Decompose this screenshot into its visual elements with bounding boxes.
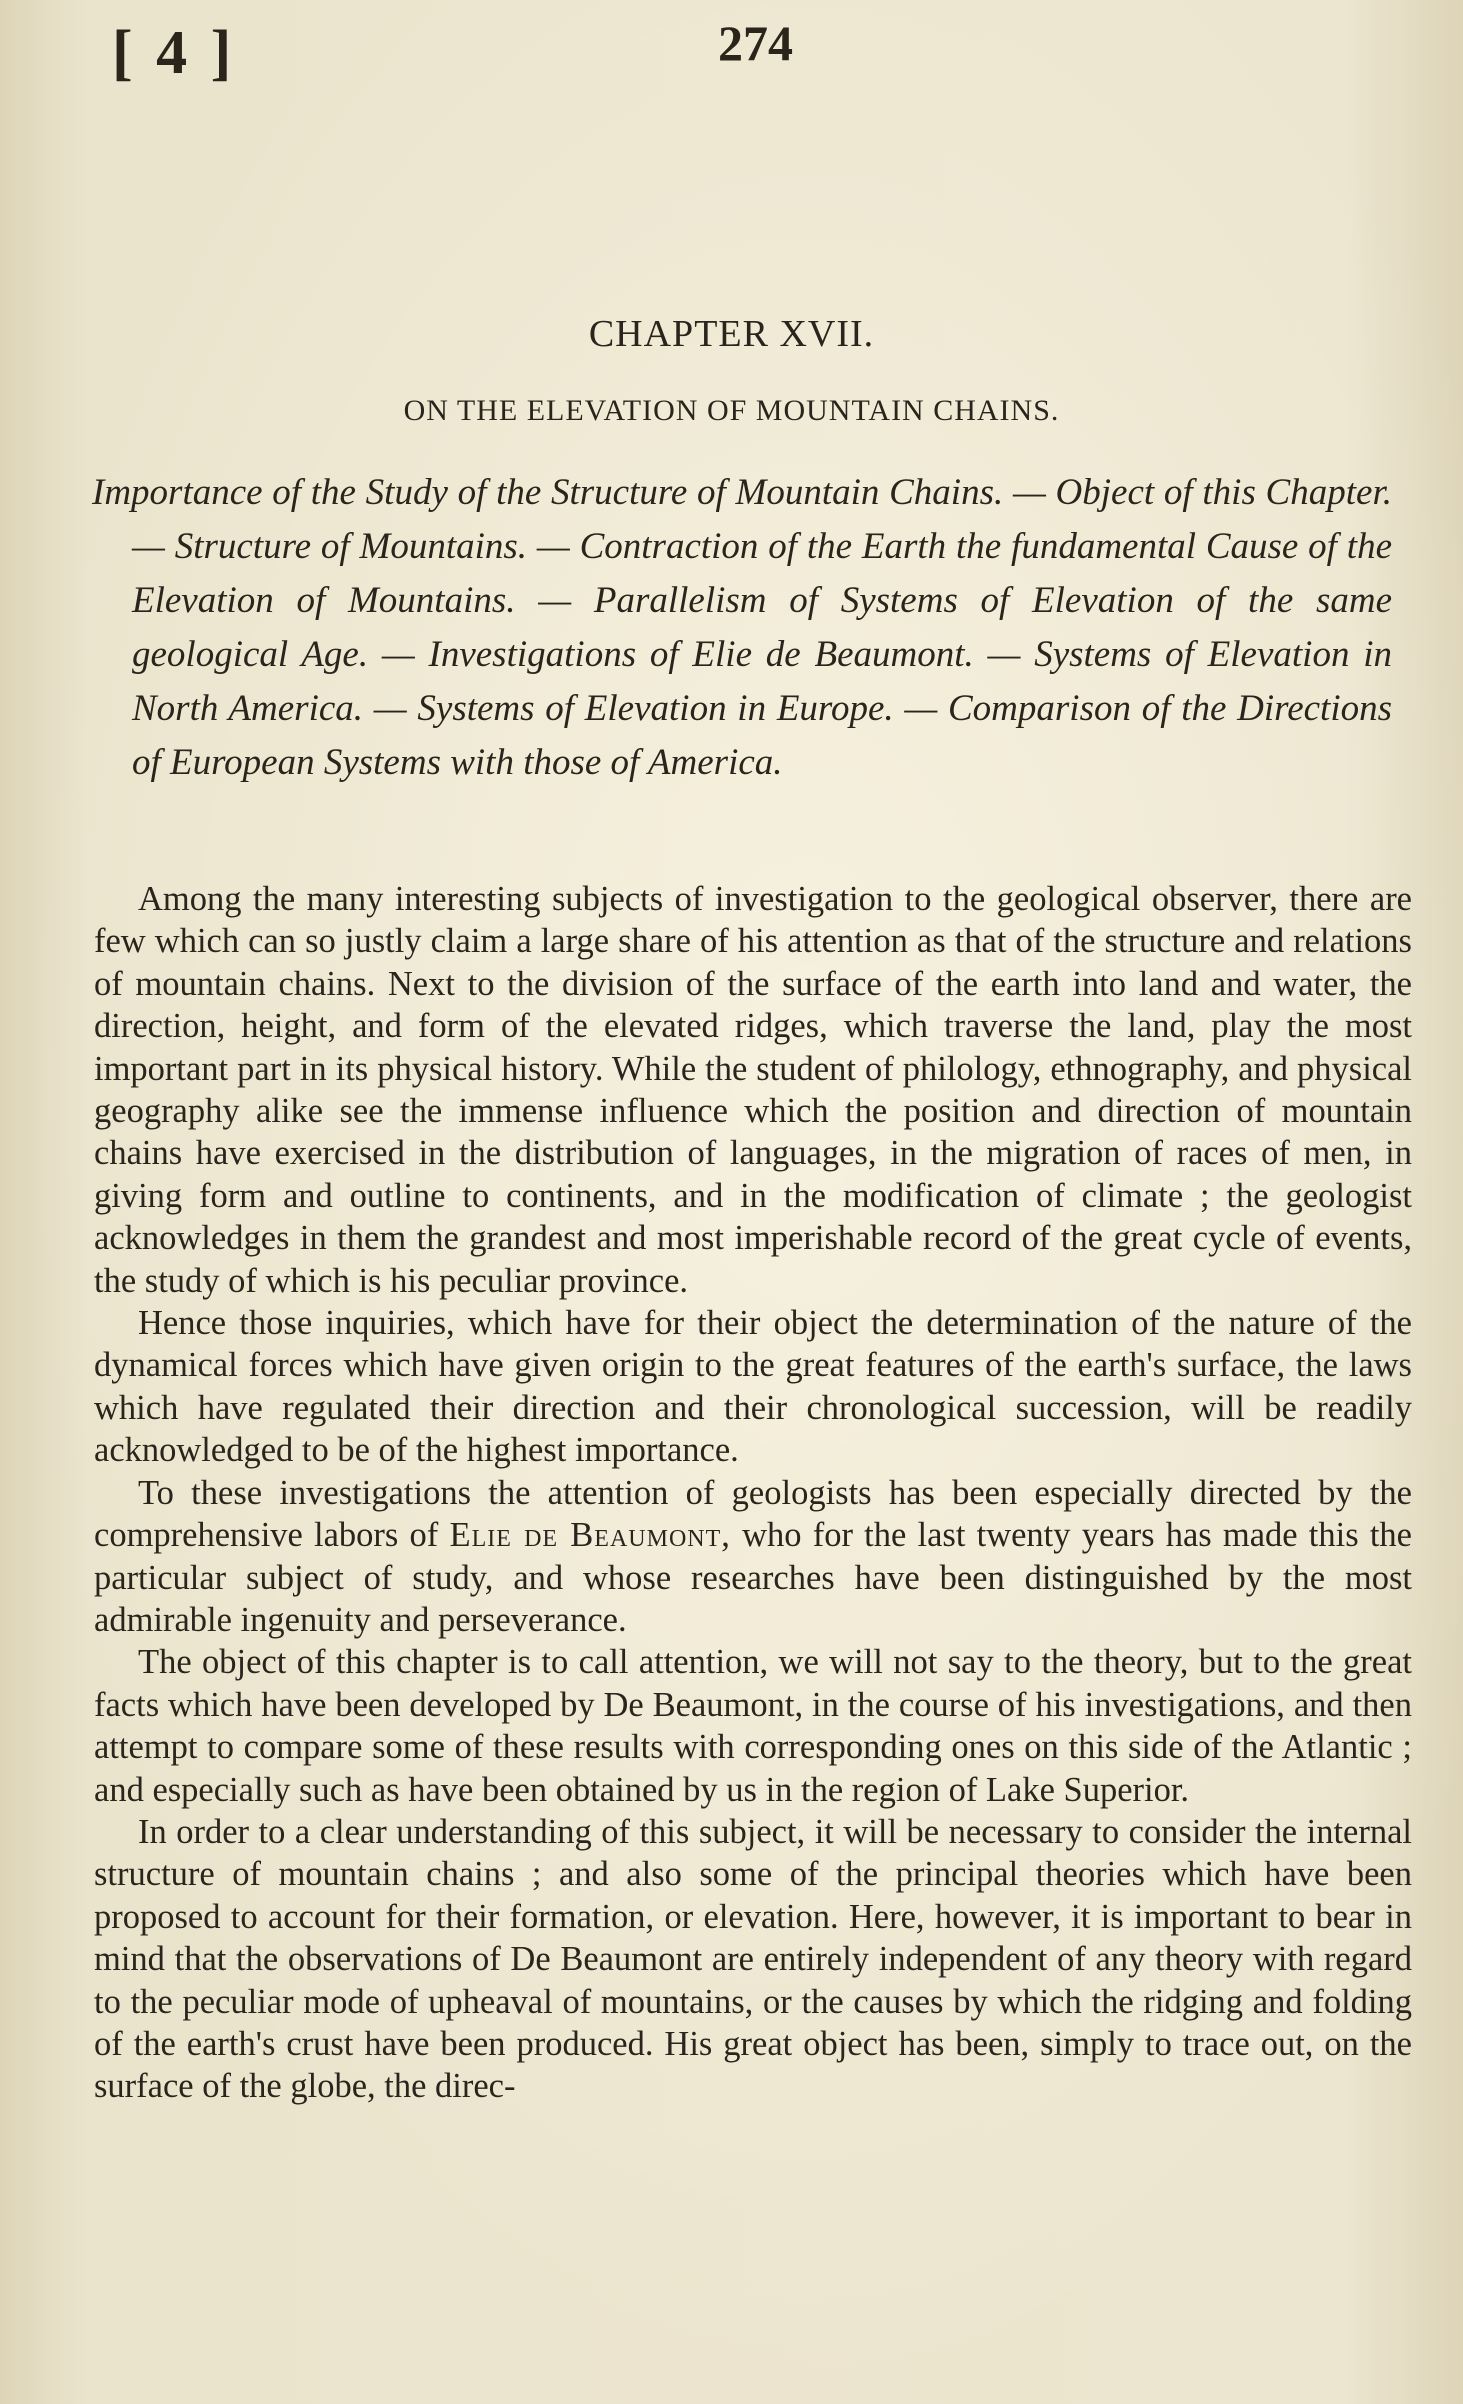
paragraph-1: Among the many interesting subjects of investigation to the geological observer, there are few which can so justly claim a large share of his attention as that of the structure and relations of mountain chains. Next to the division of the surface of the earth into land and water, the direction, height, and form of the elevated ridges, which traverse the land, play the most important part in its physical history. While the student of philology, ethnography, and physical geography alike see the immense influence which the position and direction of mountain chains have exercised in the distribution of languages, in the migration of races of men, in giving form and outline to continents, and in the modification of climate ; the geologist acknowledges in them the grandest and most imperishable record of the great cycle of events, the study of which is his peculiar province. — [94, 880, 1412, 1300]
chapter-summary — [92, 466, 1392, 790]
bracket-page-mark: [ 4 ] — [112, 19, 236, 87]
page-number: 274 — [718, 15, 793, 71]
author-name: Elie de Beaumont, — [449, 1516, 731, 1555]
paragraph-4: The object of this chapter is to call attention, we will not say to the theory, but to the great facts which have been developed by De Beaumont, in the course of his investigations, and then attempt to compare some of these results with corresponding ones on this side of the Atlantic ; and especially such as have been obtained by us in the region of Lake Superior. — [94, 1643, 1412, 1809]
chapter-subtitle: ON THE ELEVATION OF MOUNTAIN CHAINS. — [403, 394, 1060, 427]
paragraph-3-end: who for the last twenty years has made this the particular subject of study, and whose researches have been distinguished by the most admirable ingenuity and perseverance. — [94, 1516, 1412, 1639]
paragraph-5: In order to a clear understanding of this subject, it will be necessary to consider the internal structure of mountain chains ; and also some of the principal theories which have been proposed to account for their formation, or elevation. Here, however, it is important to bear in mind that the observations of De Beaumont are entirely independent of any theory with regard to the peculiar mode of upheaval of mountains, or the causes by which the ridging and folding of the earth's crust have been produced. His great object has been, simply to trace out, on the surface of the globe, the direc- — [94, 1812, 1412, 2106]
chapter-title: CHAPTER XVII. — [588, 313, 875, 355]
chapter-summary-text: Importance of the Study of the Structure of Mountain Chains. — Object of this Chapter. — Structure of Mountains. — Contraction of the Earth the fundamental Cause of the Elevation of Mountains. — Parallelism of Systems of Elevation of the same geological Age. — Investigations of Elie de Beaumont. — Systems of Elevation in North America. — Systems of Elevation in Europe. — Comparison of the Directions of European Systems with those of America. — [92, 472, 1392, 783]
body-text — [94, 878, 1412, 2108]
paragraph-2: Hence those inquiries, which have for their object the determination of the nature of the dynamical forces which have given origin to the great features of the earth's surface, the laws which have regulated their direction and their chronological succession, will be readily acknowledged to be of the highest importance. — [94, 1304, 1412, 1470]
paragraph-3-start: To these investigations the attention of geologists has been especially directed by the comprehensive labors of — [94, 1473, 1412, 1555]
paragraph-3 — [94, 1472, 1412, 1642]
